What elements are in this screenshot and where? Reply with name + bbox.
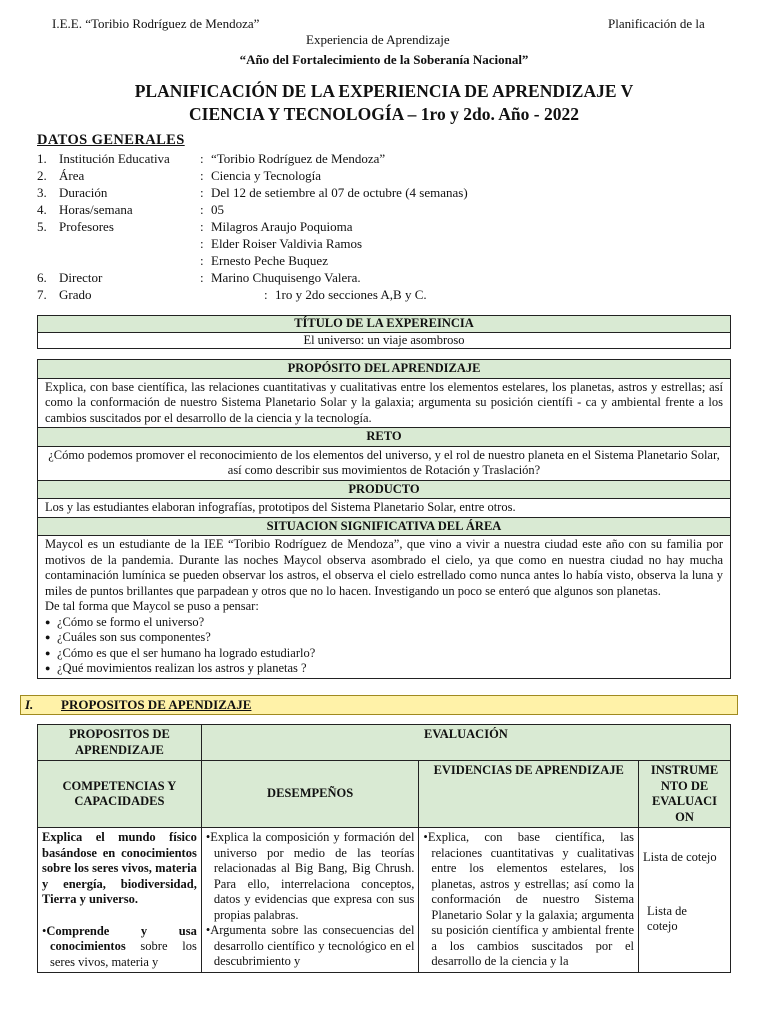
question-item: ● ¿Cómo es que el ser humano ha logrado estudiarlo? xyxy=(45,646,723,662)
situacion-questions xyxy=(45,615,723,677)
reto-heading: RETO xyxy=(38,428,731,447)
reto-text: ¿Cómo podemos promover el reconocimiento de los elementos del universo, y el rol de nuestro planeta en el Sistema Planetario Solar, así como describir sus movimientos de Rotación y Traslación? xyxy=(38,446,731,480)
header-institution: I.E.E. “Toribio Rodríguez de Mendoza” xyxy=(52,16,260,31)
dg-value: Ciencia y Tecnología xyxy=(211,168,322,183)
dg-separator: : xyxy=(264,287,268,302)
header-doc-title-continuation: Experiencia de Aprendizaje xyxy=(306,32,450,47)
evidencia-item: •Explica, con base científica, las relaciones cuantitativas y cualitativas entre los elementos estelares, los planetas, astros y estrellas; así como la conformación de nuestro Sistema Planetario Solar y la galaxia; argumenta su posición científica y ambiental frente a los cambios suscitados por el desarrollo de la ciencia y la xyxy=(423,830,635,968)
proposito-table xyxy=(37,359,731,679)
dg-label: Director xyxy=(59,270,103,285)
header-propositos: PROPOSITOS DE APRENDIZAJE xyxy=(38,725,202,761)
question-item: ● ¿Cuáles son sus componentes? xyxy=(45,630,723,646)
dg-label: Grado xyxy=(59,287,92,302)
dg-value: 05 xyxy=(211,202,224,217)
dg-num: 1. xyxy=(37,151,47,166)
section-number: I. xyxy=(25,697,34,712)
dg-value: Elder Roiser Valdivia Ramos xyxy=(211,236,363,251)
dg-separator: : xyxy=(200,270,204,285)
header-competencias: COMPETENCIAS Y CAPACIDADES xyxy=(38,761,202,828)
dg-separator: : xyxy=(200,202,204,217)
dg-num: 6. xyxy=(37,270,47,285)
proposito-text: Explica, con base científica, las relaciones cuantitativas y cualitativas entre los elementos estelares, los planetas, astros y estrellas; así como la conformación de nuestro Sistema Planetario Solar y la galaxia; argumenta su posición científi - ca y ambiental frente a los cambios suscitados por el desarrollo de la ciencia y la tecnología. xyxy=(38,378,731,428)
desempenos-cell xyxy=(201,828,419,973)
question-item: ● ¿Qué movimientos realizan los astros y planetas ? xyxy=(45,661,723,677)
dg-value: Ernesto Peche Buquez xyxy=(211,253,328,268)
dg-label: Institución Educativa xyxy=(59,151,170,166)
section-heading-propositos xyxy=(20,695,738,715)
titulo-experiencia-value: El universo: un viaje asombroso xyxy=(38,332,731,349)
capacidad-rest: sobre los seres vivos, materia y xyxy=(50,939,197,969)
page-title-line-2: CIENCIA Y TECNOLOGÍA – 1ro y 2do. Año - 2022 xyxy=(189,104,579,124)
instrumento-item: Lista de cotejo xyxy=(647,903,687,933)
dg-label: Horas/semana xyxy=(59,202,133,217)
proposito-heading: PROPÓSITO DEL APRENDIZAJE xyxy=(38,360,731,379)
titulo-experiencia-table xyxy=(37,315,731,349)
year-motto: “Año del Fortalecimiento de la Soberanía Nacional” xyxy=(239,52,529,67)
situacion-lead: De tal forma que Maycol se puso a pensar: xyxy=(45,599,259,613)
dg-value: Marino Chuquisengo Valera. xyxy=(211,270,361,285)
header-instrumento: INSTRUME NTO DE EVALUACI ON xyxy=(639,761,731,828)
dg-value: Del 12 de setiembre al 07 de octubre (4 semanas) xyxy=(211,185,468,200)
dg-separator: : xyxy=(200,185,204,200)
evidencias-cell xyxy=(419,828,639,973)
dg-separator: : xyxy=(200,168,204,183)
dg-separator: : xyxy=(200,253,204,268)
section-title: PROPOSITOS DE APENDIZAJE xyxy=(61,697,252,712)
capacidad-bold: Comprende y usa conocimientos xyxy=(46,923,197,953)
page-title xyxy=(0,80,768,126)
instrumento-cell xyxy=(639,828,731,973)
dg-separator: : xyxy=(200,219,204,234)
propositos-evaluacion-table xyxy=(37,724,731,973)
dg-value: 1ro y 2do secciones A,B y C. xyxy=(275,287,427,302)
situacion-heading: SITUACION SIGNIFICATIVA DEL ÁREA xyxy=(38,517,731,536)
header-evaluacion: EVALUACIÓN xyxy=(201,725,730,761)
dg-label: Área xyxy=(59,168,85,183)
dg-num: 3. xyxy=(37,185,47,200)
dg-separator: : xyxy=(200,236,204,251)
competencia-text: Explica el mundo físico basándose en conocimientos sobre los seres vivos, materia y energía, biodiversidad, Tierra y universo. xyxy=(42,830,197,906)
instrumento-item: Lista de cotejo xyxy=(643,850,717,864)
datos-generales-heading: DATOS GENERALES xyxy=(37,132,185,148)
dg-num: 2. xyxy=(37,168,47,183)
desempeno-item: •Argumenta sobre las consecuencias del desarrollo científico y tecnológico en el descubrimiento y xyxy=(205,923,415,968)
desempeno-text: Argumenta sobre las consecuencias del desarrollo científico y tecnológico en el descubrimiento y xyxy=(210,923,415,968)
dg-value: Milagros Araujo Poquioma xyxy=(211,219,353,234)
dg-label: Profesores xyxy=(59,219,114,234)
dg-value: “Toribio Rodríguez de Mendoza” xyxy=(211,151,386,166)
header-doc-title: Planificación de la xyxy=(608,16,705,31)
header-evidencias: EVIDENCIAS DE APRENDIZAJE xyxy=(419,761,639,828)
desempeno-text: Explica la composición y formación del universo por medio de las teorías relacionadas al Big Bang, Big Chrush. Para ello, interrelaciona conceptos, datos y evidencias que expresa con sus propias palabras. xyxy=(210,830,415,922)
situacion-paragraph: Maycol es un estudiante de la IEE “Toribio Rodríguez de Mendoza”, que vino a vivir a nuestra ciudad este año con su familia por motivos de la pandemia. Durante las noches Maycol observa asombrado el cielo, ya que como en nuestra ciudad no hay mucha contaminación lumínica se pueden observar los astros, el observa el cielo estrellado como nunca antes lo había visto, observa la luna y miles de puntos brillantes que parpadean y otros que no lo hacen. Investigando un poco se enteró que algunos son planetas. xyxy=(45,537,723,598)
header-desempenos: DESEMPEÑOS xyxy=(201,761,419,828)
desempeno-item: •Explica la composición y formación del universo por medio de las teorías relacionadas al Big Bang, Big Chrush. Para ello, interrelaciona conceptos, datos y evidencias que expresa con sus propias palabras. xyxy=(205,830,415,922)
competencias-cell xyxy=(38,828,202,973)
producto-heading: PRODUCTO xyxy=(38,480,731,499)
dg-num: 4. xyxy=(37,202,47,217)
dg-separator: : xyxy=(200,151,204,166)
situacion-cell xyxy=(38,536,731,679)
capacidad-item: •Comprende y usa conocimientos sobre los seres vivos, materia y xyxy=(42,923,197,969)
dg-num: 5. xyxy=(37,219,47,234)
dg-num: 7. xyxy=(37,287,47,302)
page-title-line-1: PLANIFICACIÓN DE LA EXPERIENCIA DE APRENDIZAJE V xyxy=(134,81,634,101)
producto-text: Los y las estudiantes elaboran infografías, prototipos del Sistema Planetario Solar, entre otros. xyxy=(38,499,731,518)
dg-label: Duración xyxy=(59,185,108,200)
evidencia-text: Explica, con base científica, las relaciones cuantitativas y cualitativas entre los elementos estelares, los planetas, astros y estrellas; así como la conformación de nuestro Sistema Planetario Solar y la galaxia; argumenta su posición científica y ambiental frente a los cambios suscitados por el desarrollo de la ciencia y la xyxy=(427,830,635,968)
titulo-experiencia-heading: TÍTULO DE LA EXPEREINCIA xyxy=(38,316,731,333)
question-item: ● ¿Cómo se formo el universo? xyxy=(45,615,723,631)
